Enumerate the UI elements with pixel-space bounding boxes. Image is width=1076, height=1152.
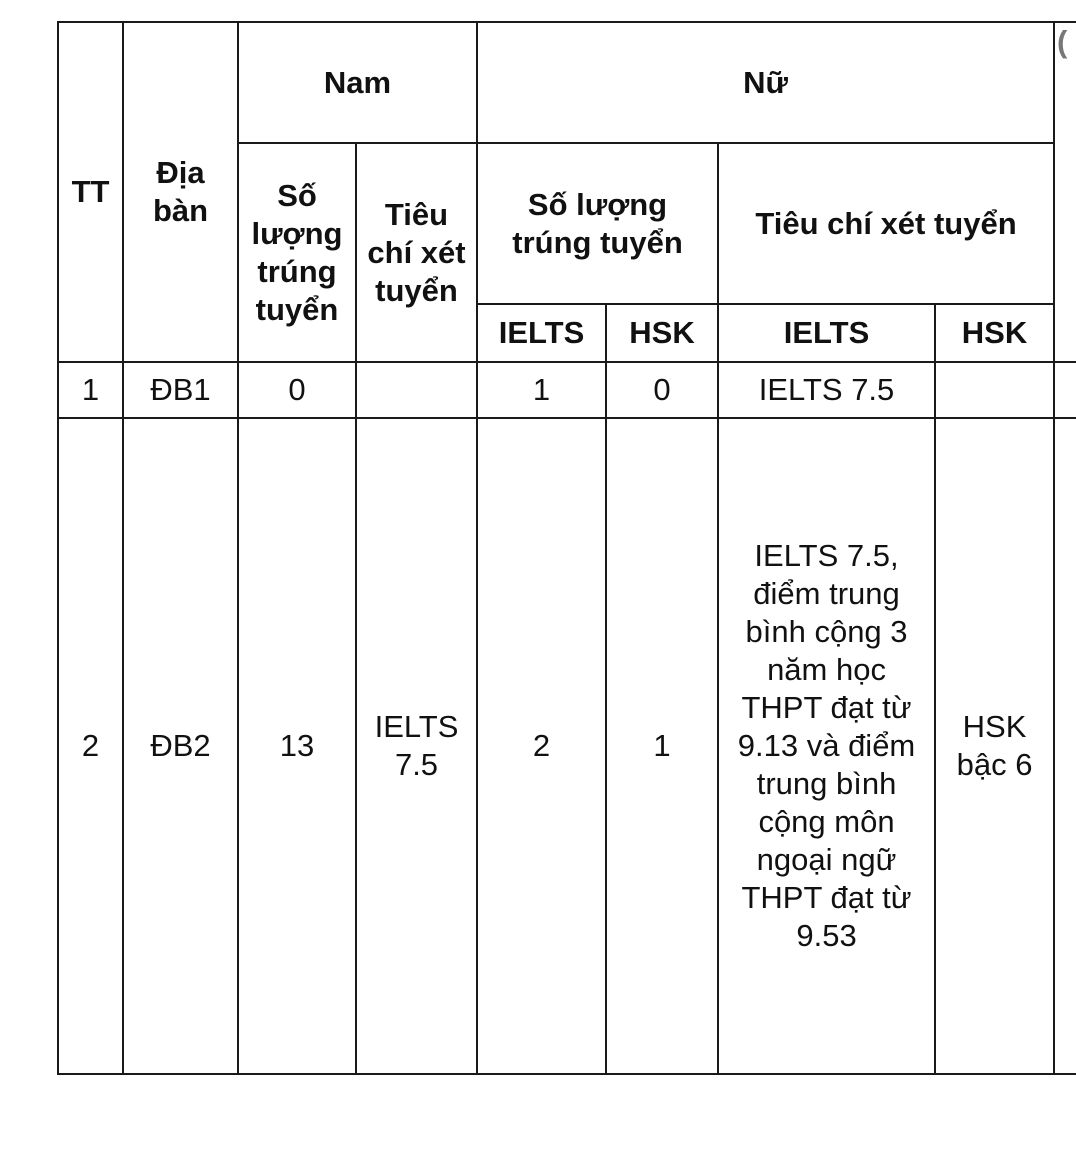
cell-tieu-chi-hsk	[935, 362, 1054, 418]
header-hsk-count: HSK	[606, 304, 718, 362]
cell-tt: 1	[58, 362, 123, 418]
table-row	[58, 418, 1076, 1074]
table-row	[58, 362, 1076, 418]
cell-dia-ban: ĐB1	[123, 362, 238, 418]
header-nu: Nữ	[477, 22, 1054, 143]
header-nu-so-luong: Số lượng trúng tuyển	[477, 143, 718, 304]
cell-nam-tieu-chi	[356, 362, 477, 418]
cell-nu-hsk: 1	[606, 418, 718, 1074]
cell-nam-so-luong: 0	[238, 362, 356, 418]
cell-nam-so-luong: 13	[238, 418, 356, 1074]
header-cut-off: (	[1054, 22, 1076, 362]
header-tt: TT	[58, 22, 123, 362]
cell-nu-hsk: 0	[606, 362, 718, 418]
header-ielts-criteria: IELTS	[718, 304, 935, 362]
cell-tt: 2	[58, 418, 123, 1074]
cell-cut-off	[1054, 362, 1076, 418]
cell-nu-ielts: 1	[477, 362, 606, 418]
header-hsk-criteria: HSK	[935, 304, 1054, 362]
cell-cut-off	[1054, 418, 1076, 1074]
cell-tieu-chi-ielts: IELTS 7.5, điểm trung bình cộng 3 năm học THPT đạt từ 9.13 và điểm trung bình cộng môn ngoại ngữ THPT đạt từ 9.53	[718, 418, 935, 1074]
header-ielts-count: IELTS	[477, 304, 606, 362]
cell-tieu-chi-ielts: IELTS 7.5	[718, 362, 935, 418]
header-dia-ban: Địa bàn	[123, 22, 238, 362]
header-nu-tieu-chi: Tiêu chí xét tuyển	[718, 143, 1054, 304]
cell-tieu-chi-hsk: HSK bậc 6	[935, 418, 1054, 1074]
header-nam: Nam	[238, 22, 477, 143]
admission-table	[57, 21, 1076, 1075]
cell-nam-tieu-chi: IELTS 7.5	[356, 418, 477, 1074]
cell-dia-ban: ĐB2	[123, 418, 238, 1074]
header-row-1	[58, 22, 1076, 143]
header-nam-tieu-chi: Tiêu chí xét tuyển	[356, 143, 477, 362]
cell-nu-ielts: 2	[477, 418, 606, 1074]
header-nam-so-luong: Số lượng trúng tuyển	[238, 143, 356, 362]
